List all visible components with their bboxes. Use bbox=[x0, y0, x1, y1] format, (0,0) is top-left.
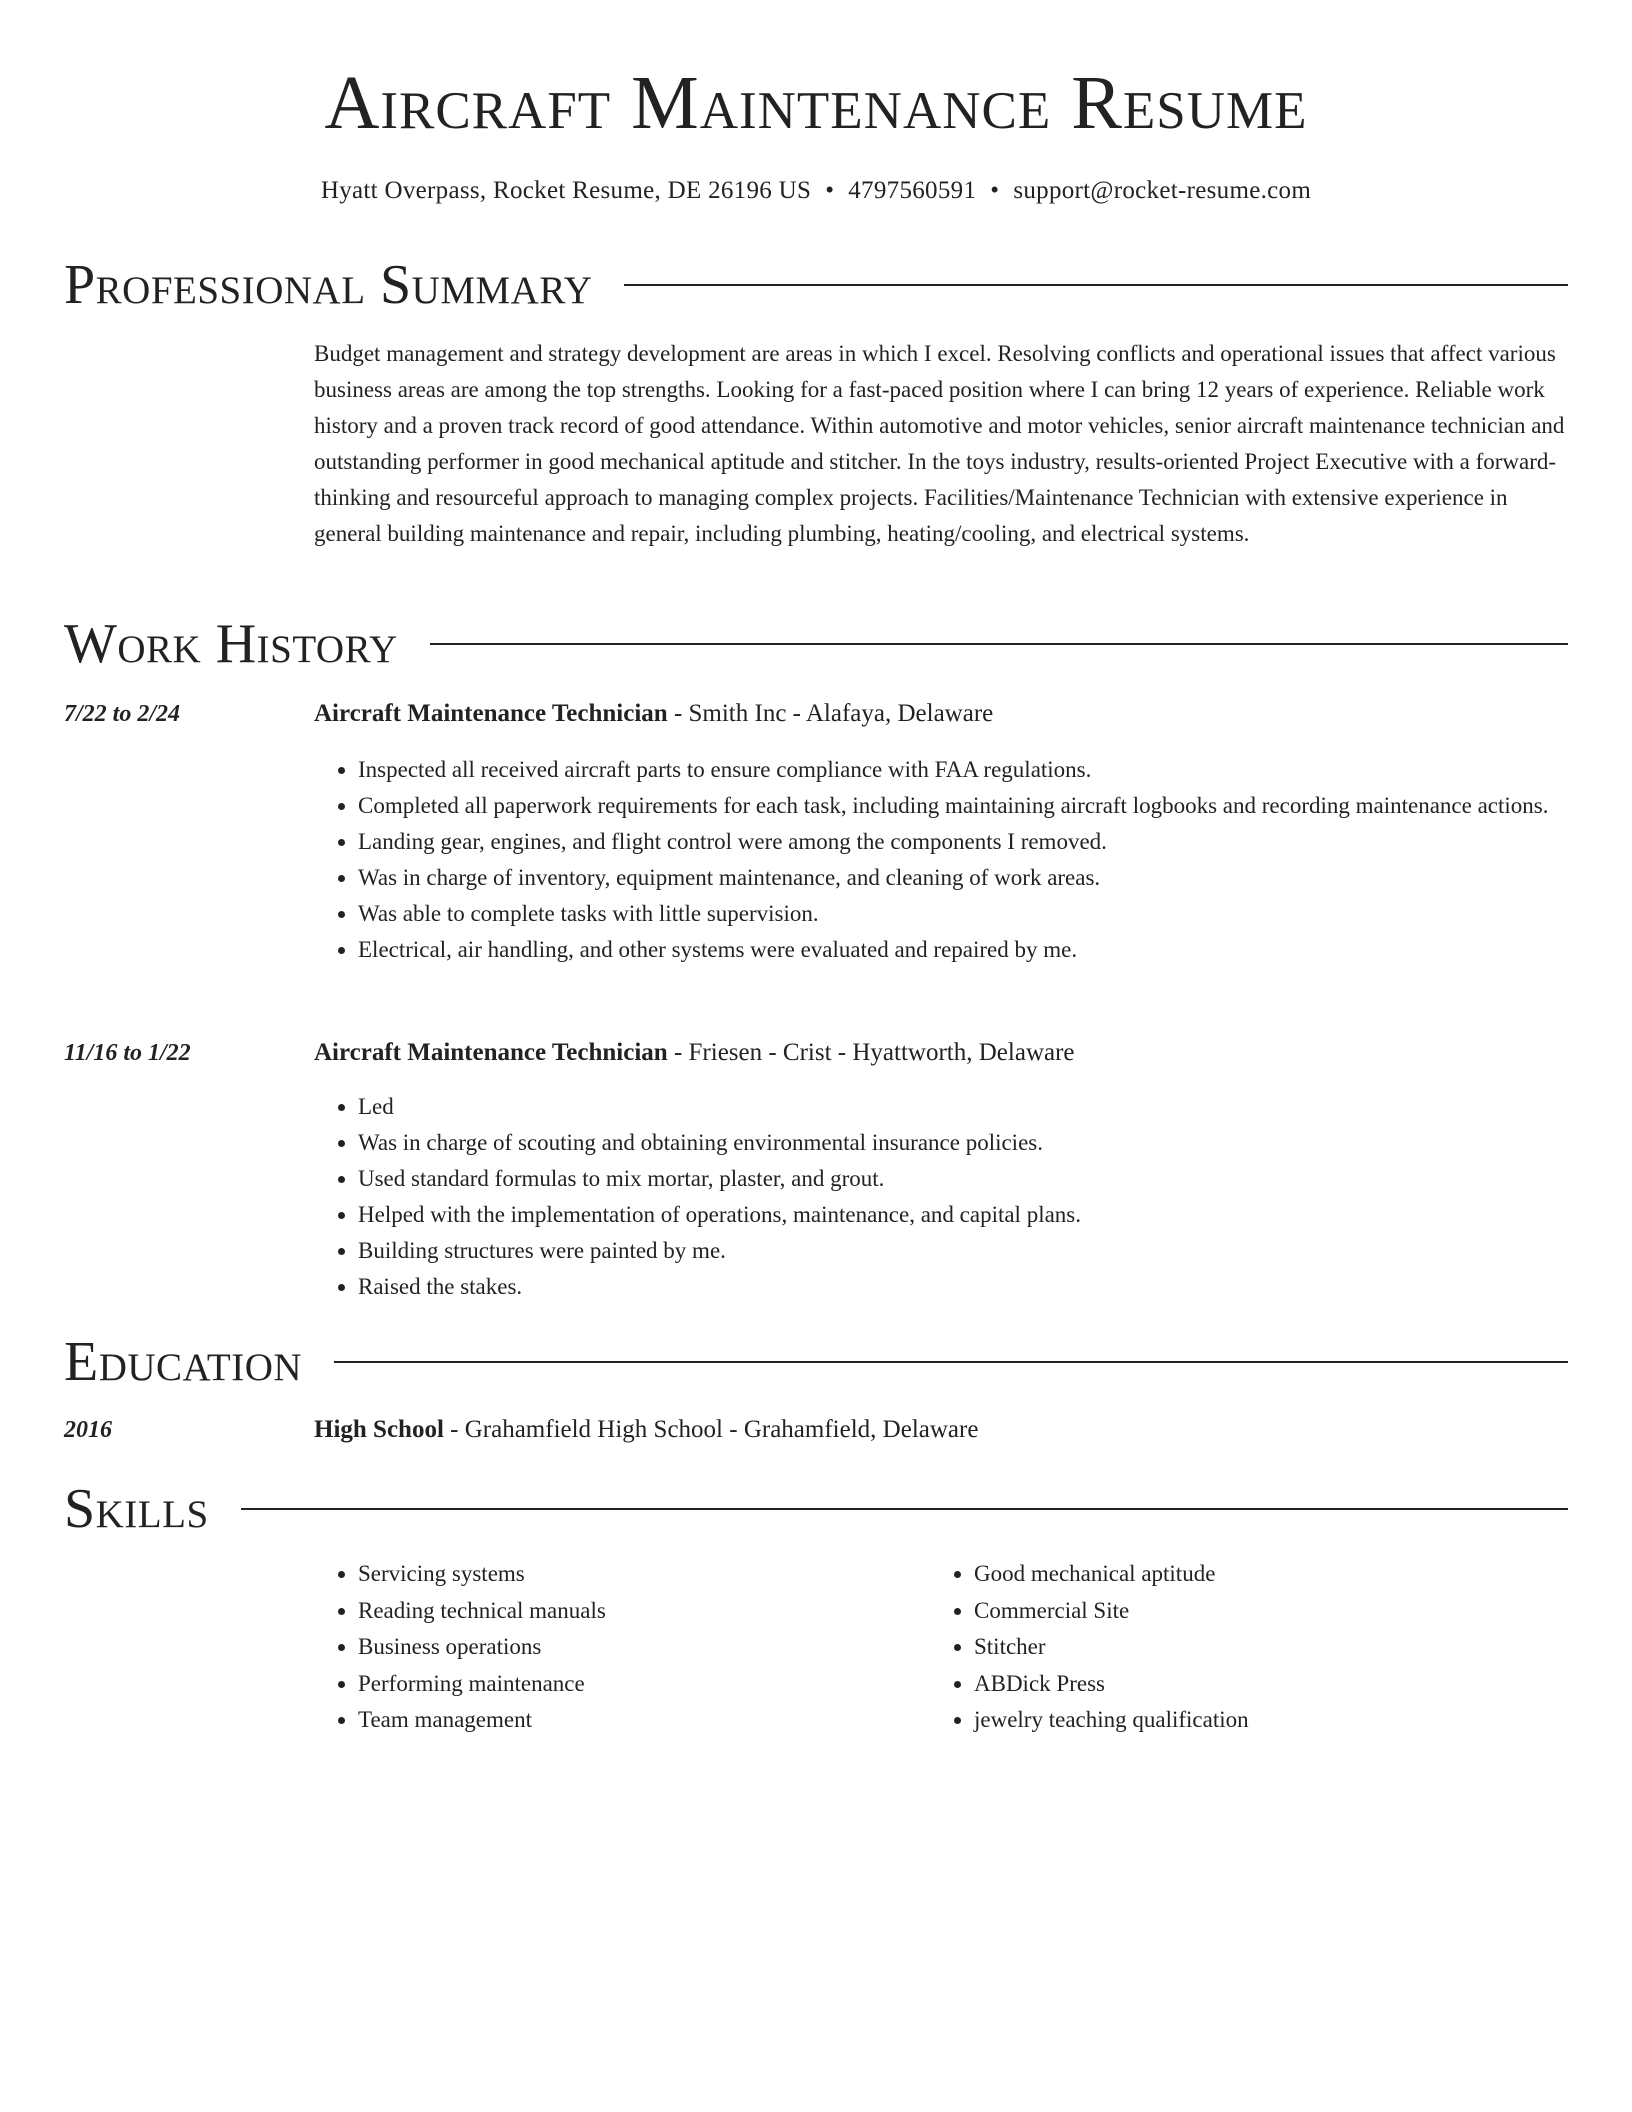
section-divider bbox=[624, 284, 1568, 286]
skill-item: • Team management bbox=[358, 1702, 918, 1739]
skill-item: • Servicing systems bbox=[358, 1556, 918, 1593]
resume-title: Aircraft Maintenance Resume bbox=[324, 61, 1308, 145]
job-bullet: • Building structures were painted by me. bbox=[358, 1233, 1612, 1269]
skill-item: • Good mechanical aptitude bbox=[974, 1556, 1534, 1593]
contact-email: support@rocket-resume.com bbox=[1013, 177, 1312, 204]
summary-heading: Professional Summary bbox=[64, 254, 593, 316]
job-heading bbox=[314, 698, 993, 730]
education-entry bbox=[314, 1414, 978, 1446]
job-bullet: • Was in charge of inventory, equipment maintenance, and cleaning of work areas. bbox=[358, 860, 1612, 896]
contact-line bbox=[64, 175, 1568, 207]
skills-heading: Skills bbox=[64, 1478, 209, 1540]
skills-list-right bbox=[930, 1556, 1534, 1739]
job-bullet: • Inspected all received aircraft parts to ensure compliance with FAA regulations. bbox=[358, 752, 1612, 788]
skill-item: • Stitcher bbox=[974, 1629, 1534, 1666]
contact-separator: • bbox=[825, 177, 835, 204]
summary-text: Budget management and strategy development are areas in which I excel. Resolving conflicts and operational issues that affect various business areas are among the top strengths. Looking for a fast-paced position where I can bring 12 years of experience. Reliable work history and a proven track record of good attendance. Within automotive and motor vehicles, senior aircraft maintenance technician and outstanding performer in good mechanical aptitude and stitcher. In the toys industry, results-oriented Project Executive with a forward-thinking and resourceful approach to managing complex projects. Facilities/Maintenance Technician with extensive experience in general building maintenance and repair, including plumbing, heating/cooling, and electrical systems. bbox=[314, 341, 1565, 546]
skill-item: • ABDick Press bbox=[974, 1666, 1534, 1703]
work-heading: Work History bbox=[64, 613, 398, 675]
job-title: Aircraft Maintenance Technician bbox=[314, 700, 668, 727]
job-heading bbox=[314, 1037, 1075, 1069]
job-bullet: • Completed all paperwork requirements for each task, including maintaining aircraft logbooks and recording maintenance actions. bbox=[358, 788, 1612, 824]
job-bullets bbox=[314, 1089, 1612, 1305]
job-dates: 11/16 to 1/22 bbox=[64, 1040, 191, 1066]
education-degree: High School bbox=[314, 1416, 444, 1443]
job-bullet: • Led bbox=[358, 1089, 1612, 1125]
skill-item: • Commercial Site bbox=[974, 1593, 1534, 1630]
job-bullet: • Landing gear, engines, and flight control were among the components I removed. bbox=[358, 824, 1612, 860]
education-year: 2016 bbox=[64, 1417, 112, 1443]
contact-phone: 4797560591 bbox=[848, 177, 977, 204]
job-bullet: • Used standard formulas to mix mortar, plaster, and grout. bbox=[358, 1161, 1612, 1197]
job-employer: - Smith Inc - Alafaya, Delaware bbox=[667, 700, 994, 727]
work-section-heading bbox=[64, 612, 1568, 676]
job-bullet: • Raised the stakes. bbox=[358, 1269, 1612, 1305]
job-bullet: • Helped with the implementation of operations, maintenance, and capital plans. bbox=[358, 1197, 1612, 1233]
skills-section-heading bbox=[64, 1477, 1568, 1541]
job-bullets bbox=[314, 752, 1612, 968]
job-bullet: • Was in charge of scouting and obtaining environmental insurance policies. bbox=[358, 1125, 1612, 1161]
summary-section-heading bbox=[64, 253, 1568, 317]
education-school: - Grahamfield High School - Grahamfield, Delaware bbox=[443, 1416, 979, 1443]
skill-item: • Performing maintenance bbox=[358, 1666, 918, 1703]
job-employer: - Friesen - Crist - Hyattworth, Delaware bbox=[667, 1039, 1075, 1066]
job-dates: 7/22 to 2/24 bbox=[64, 701, 181, 727]
job-title: Aircraft Maintenance Technician bbox=[314, 1039, 668, 1066]
contact-separator: • bbox=[990, 177, 1000, 204]
job-bullet: • Was able to complete tasks with little supervision. bbox=[358, 896, 1612, 932]
section-divider bbox=[430, 643, 1568, 645]
skill-item: • Business operations bbox=[358, 1629, 918, 1666]
section-divider bbox=[241, 1508, 1568, 1510]
job-bullet: • Electrical, air handling, and other systems were evaluated and repaired by me. bbox=[358, 932, 1612, 968]
skill-item: • Reading technical manuals bbox=[358, 1593, 918, 1630]
education-section-heading bbox=[64, 1330, 1568, 1394]
skills-list-left bbox=[314, 1556, 918, 1739]
section-divider bbox=[334, 1361, 1568, 1363]
contact-address: Hyatt Overpass, Rocket Resume, DE 26196 US bbox=[320, 177, 812, 204]
education-heading: Education bbox=[64, 1331, 303, 1393]
skill-item: • jewelry teaching qualification bbox=[974, 1702, 1534, 1739]
